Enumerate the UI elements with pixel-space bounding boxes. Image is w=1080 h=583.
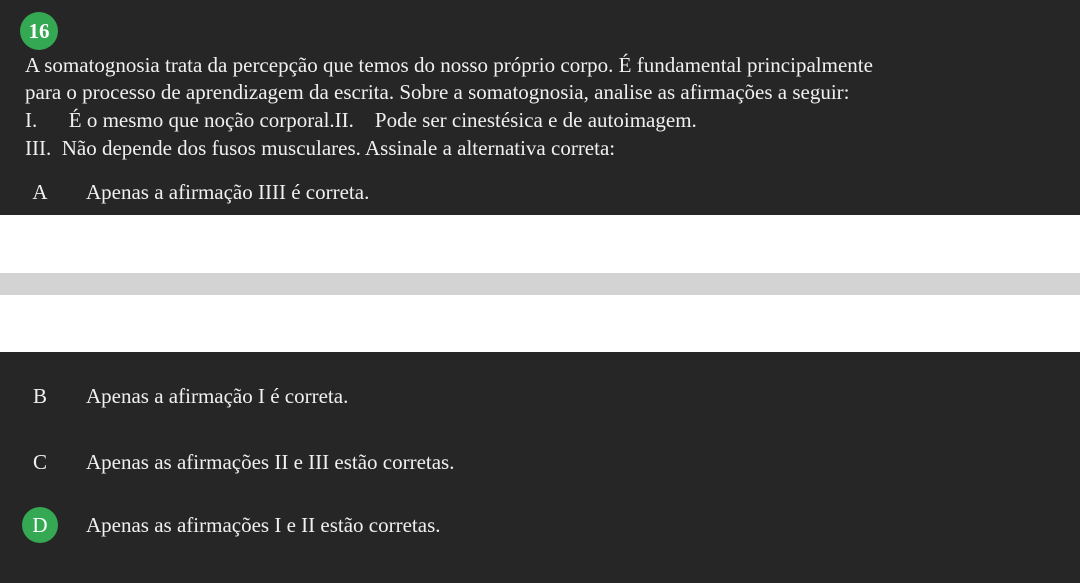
question-line-1: A somatognosia trata da percepção que temos do nosso próprio corpo. É fundamental principalmente [25,53,873,77]
option-c-text[interactable]: Apenas as afirmações II e III estão corretas. [86,450,455,474]
option-a-letter[interactable]: A [32,180,48,204]
option-b-letter[interactable]: B [32,384,47,408]
option-a[interactable] [0,174,1080,210]
statement-line-2: III. Não depende dos fusos musculares. Assinale a alternativa correta: [25,136,616,160]
question-panel [0,0,1080,215]
option-b[interactable] [0,378,1080,414]
question-line-2: para o processo de aprendizagem da escrita. Sobre a somatognosia, analise as afirmações a seguir: [25,80,850,104]
question-number-badge: 16 [20,12,58,50]
option-c[interactable] [0,444,1080,480]
option-d[interactable] [0,507,1080,543]
option-d-text[interactable]: Apenas as afirmações I e II estão corretas. [86,513,441,537]
option-b-text[interactable]: Apenas a afirmação I é correta. [86,384,349,408]
statement-line-1: I. É o mesmo que noção corporal.II. Pode ser cinestésica e de autoimagem. [25,108,697,132]
option-c-letter[interactable]: C [32,450,47,474]
option-a-text[interactable]: Apenas a afirmação IIII é correta. [86,180,370,204]
blank-area-2 [0,295,1080,352]
options-panel [0,352,1080,583]
divider-bar [0,273,1080,295]
option-d-letter[interactable]: D [22,507,58,543]
blank-area [0,215,1080,273]
